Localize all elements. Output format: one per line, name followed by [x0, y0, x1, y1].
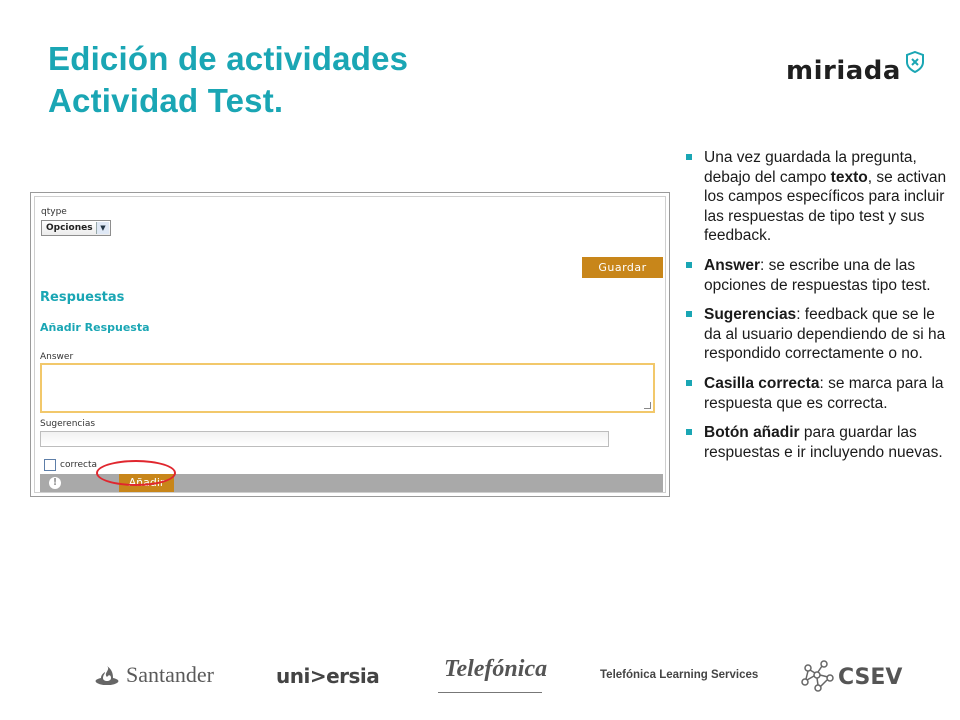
form-screenshot	[30, 192, 670, 497]
highlight-circle	[96, 460, 176, 486]
bullet-square-icon	[686, 429, 692, 435]
form-panel	[34, 196, 666, 493]
brand-name: miriada	[786, 56, 901, 86]
telefonica-underline	[438, 692, 542, 693]
bullet-square-icon	[686, 380, 692, 386]
correcta-checkbox[interactable]	[44, 459, 56, 471]
bullet-bold: Answer	[704, 256, 760, 274]
answer-label: Answer	[40, 352, 74, 362]
bullet-bold: Casilla correcta	[704, 374, 820, 392]
partner-logos	[0, 656, 960, 704]
tls-logo: Telefónica Learning Services	[600, 669, 759, 681]
santander-logo	[94, 662, 214, 688]
bullet-square-icon	[686, 262, 692, 268]
bullet-text: para guardar las respuestas e ir incluyendo nuevas.	[704, 424, 943, 461]
answer-textarea[interactable]	[40, 363, 655, 413]
shield-x-icon	[905, 51, 925, 73]
info-icon: !	[49, 477, 61, 489]
chevron-down-icon[interactable]: ▼	[96, 222, 109, 234]
bullet-bold: Botón añadir	[704, 424, 800, 442]
qtype-selected-value: Opciones	[46, 223, 93, 233]
correcta-label: correcta	[60, 460, 98, 470]
telefonica-logo: Telefónica	[444, 656, 548, 682]
qtype-select[interactable]	[41, 220, 111, 236]
title-line-2: Actividad Test.	[48, 82, 284, 119]
bullet-text: : se escribe una de las opciones de respuestas tipo test.	[704, 256, 931, 294]
bullet-text: Una vez guardada la pregunta, debajo del campo	[704, 149, 917, 186]
bullet-square-icon	[686, 154, 692, 160]
resize-grip-icon[interactable]	[644, 402, 651, 409]
molecule-icon	[800, 660, 836, 692]
bullet-item	[686, 423, 948, 462]
bullet-bold: texto	[830, 168, 868, 186]
bullet-item	[686, 374, 948, 413]
bullet-item	[686, 256, 948, 295]
anadir-button[interactable]: Añadir	[119, 474, 174, 492]
qtype-label: qtype	[41, 207, 67, 217]
bullet-square-icon	[686, 311, 692, 317]
respuestas-heading: Respuestas	[40, 290, 125, 305]
santander-text: Santander	[126, 662, 214, 687]
bullet-list	[686, 148, 948, 472]
slide-title	[48, 38, 408, 122]
bullet-text: , se activan los campos específicos para incluir las respuestas de tipo test y sus feedback.	[704, 168, 947, 245]
sugerencias-input[interactable]	[40, 431, 609, 447]
universia-logo: uni>ersia	[276, 664, 380, 688]
guardar-button[interactable]: Guardar	[582, 257, 663, 278]
miriada-logo	[786, 56, 925, 86]
bullet-text: : feedback que se le da al usuario dependiendo de si ha respondido correctamente o no.	[704, 306, 946, 363]
bullet-item	[686, 148, 948, 246]
flame-icon	[94, 665, 120, 685]
bullet-item	[686, 305, 948, 364]
anadir-respuesta-link[interactable]: Añadir Respuesta	[40, 321, 150, 334]
sugerencias-label: Sugerencias	[40, 419, 96, 429]
bullet-bold: Sugerencias	[704, 306, 797, 324]
csev-text: CSEV	[838, 665, 903, 690]
csev-logo	[800, 660, 902, 692]
bullet-text: : se marca para la respuesta que es correcta.	[704, 374, 944, 412]
title-line-1: Edición de actividades	[48, 40, 409, 77]
